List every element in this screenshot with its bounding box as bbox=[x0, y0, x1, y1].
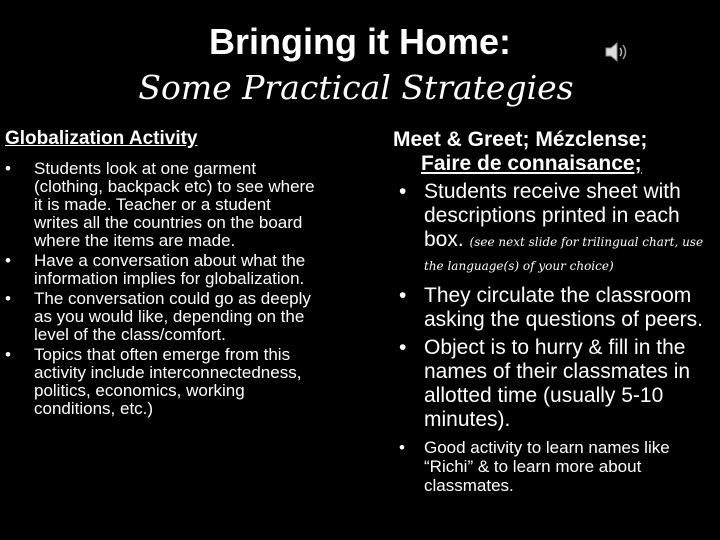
list-item bbox=[5, 346, 317, 418]
bullet-icon: • bbox=[5, 345, 11, 364]
left-heading: Globalization Activity bbox=[5, 128, 198, 149]
right-bullet-list bbox=[393, 180, 715, 495]
bullet-text: Have a conversation about what the information implies for globalization. bbox=[34, 251, 306, 288]
bullet-text: Students receive sheet with descriptions printed in each box. bbox=[424, 180, 681, 251]
slide-subtitle: Some Practical Strategies bbox=[138, 68, 574, 107]
bullet-icon: • bbox=[399, 438, 405, 457]
left-column bbox=[5, 128, 317, 420]
left-bullet-list bbox=[5, 160, 317, 418]
list-item bbox=[5, 160, 317, 250]
bullet-text: Students look at one garment (clothing, backpack etc) to see where it is made. Teacher or a student writes all the countries on the board where the items are made. bbox=[34, 159, 315, 250]
speaker-icon[interactable] bbox=[602, 38, 630, 66]
bullet-text: Good activity to learn names like “Richi” & to learn more about classmates. bbox=[424, 438, 670, 495]
bullet-text: Object is to hurry & fill in the names of their classmates in allotted time (usually 5-10 minutes). bbox=[424, 336, 691, 431]
bullet-text: The conversation could go as deeply as you would like, depending on the level of the class/comfort. bbox=[34, 289, 311, 344]
right-heading-line1: Meet & Greet; Mézclense; bbox=[393, 128, 648, 151]
right-heading-line2: Faire de connaisance; bbox=[421, 152, 642, 175]
right-heading bbox=[393, 128, 715, 176]
bullet-note: (see next slide for trilingual chart, use the language(s) of your choice) bbox=[424, 235, 704, 273]
list-item bbox=[393, 284, 715, 332]
list-item bbox=[5, 290, 317, 344]
list-item bbox=[393, 180, 715, 276]
title-block bbox=[0, 22, 720, 110]
bullet-icon: • bbox=[399, 336, 407, 359]
bullet-text: They circulate the classroom asking the questions of peers. bbox=[424, 284, 704, 331]
bullet-text: Topics that often emerge from this activity include interconnectedness, politics, economics, working conditions, etc.) bbox=[34, 345, 302, 418]
bullet-icon: • bbox=[5, 159, 11, 178]
bullet-icon: • bbox=[399, 284, 407, 307]
right-column bbox=[393, 128, 715, 495]
bullet-icon: • bbox=[5, 289, 11, 308]
list-item bbox=[393, 438, 715, 495]
slide-title: Bringing it Home: bbox=[209, 21, 511, 62]
list-item bbox=[393, 336, 715, 432]
bullet-icon: • bbox=[399, 180, 407, 203]
bullet-icon: • bbox=[5, 251, 11, 270]
list-item bbox=[5, 252, 317, 288]
